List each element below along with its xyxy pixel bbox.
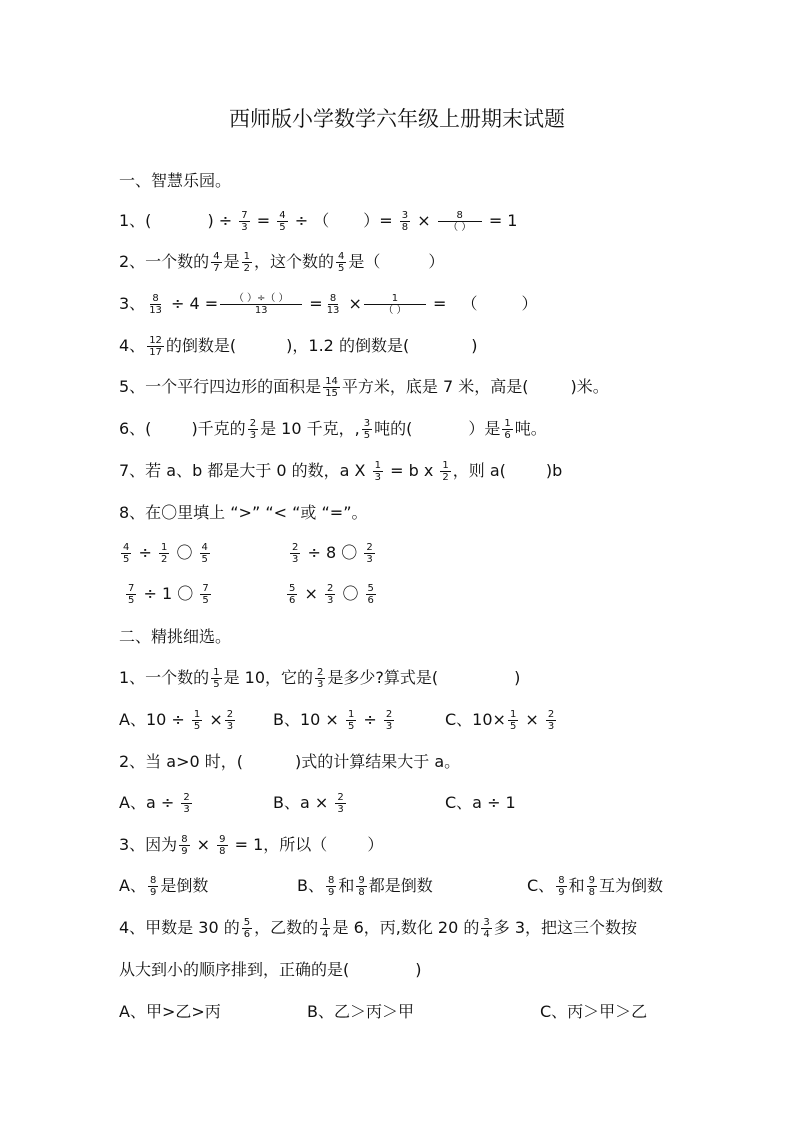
fraction: $\frac{1}{6}$ bbox=[504, 418, 511, 441]
option-2-4-a: A、甲>乙>丙 bbox=[119, 1002, 221, 1021]
fraction: $\frac{8}{13}$ bbox=[326, 293, 340, 316]
option-2-1-a: A、10 ÷ $\frac{1}{5}$ × $\frac{2}{3}$ bbox=[119, 709, 234, 732]
option-2-1-b: B、10 × $\frac{1}{5}$ ÷ $\frac{2}{3}$ bbox=[273, 709, 393, 732]
fraction: $\frac{12}{17}$ bbox=[149, 335, 162, 358]
compare-item-2: $\frac{2}{3}$ ÷ 8 〇 $\frac{2}{3}$ bbox=[292, 542, 373, 565]
fraction: $\frac{2}{3}$ bbox=[337, 792, 344, 815]
fraction: $\frac{7}{5}$ bbox=[128, 583, 135, 606]
fraction: $\frac{9}{8}$ bbox=[588, 875, 595, 898]
page-title: 西师版小学数学六年级上册期末试题 bbox=[229, 107, 565, 131]
question-1-7: 7、若 a、b 都是大于 0 的数，a X $\frac{1}{3}$ = b x $\frac{1}{2}$ ，则 a( )b bbox=[119, 460, 563, 483]
fraction: $\frac{2}{3}$ bbox=[547, 709, 555, 732]
fraction: $\frac{5}{6}$ bbox=[289, 583, 296, 606]
fraction: $\frac{9}{8}$ bbox=[358, 875, 365, 898]
fraction: $\frac{4}{7}$ bbox=[213, 251, 220, 274]
fraction: $\frac{5}{6}$ bbox=[367, 583, 374, 606]
fraction: $\frac{9}{8}$ bbox=[219, 834, 226, 857]
section-heading-2: 二、精挑细选。 bbox=[119, 627, 232, 646]
fraction: $\frac{1}{5}$ bbox=[193, 709, 201, 732]
question-2-3: 3、因为 $\frac{8}{9}$ × $\frac{9}{8}$ = 1，所以（ ） bbox=[119, 834, 384, 857]
fraction: $\frac{1}{5}$ bbox=[509, 709, 517, 732]
question-1-3: 3、 $\frac{8}{13}$ ÷ 4 = $\frac{( )\div( )}{13}$ = $\frac{8}{13}$ × $\frac{1}{( )}$ = （ ） bbox=[119, 293, 538, 316]
option-2-1-c: C、10× $\frac{1}{5}$ × $\frac{2}{3}$ bbox=[445, 709, 555, 732]
question-2-4-cont: 从大到小的顺序排到，正确的是( ) bbox=[119, 960, 422, 979]
fraction: $\frac{7}{3}$ bbox=[241, 210, 248, 233]
fraction: $\frac{2}{3}$ bbox=[317, 667, 324, 690]
option-2-2-a: A、a ÷ $\frac{2}{3}$ bbox=[119, 792, 190, 815]
fraction: $\frac{14}{15}$ bbox=[325, 376, 338, 399]
fraction: $\frac{1}{2}$ bbox=[243, 251, 250, 274]
fraction: $\frac{4}{5}$ bbox=[201, 542, 208, 565]
fraction: $\frac{2}{3}$ bbox=[183, 792, 190, 815]
fraction: $\frac{3}{5}$ bbox=[363, 418, 371, 441]
option-2-4-b: B、乙＞丙＞甲 bbox=[307, 1002, 414, 1021]
question-2-4: 4、甲数是 30 的 $\frac{5}{6}$ ，乙数的 $\frac{1}{4}$ 是 6，丙,数化 20 的 $\frac{3}{4}$ 多 3，把这三个数按 bbox=[119, 917, 638, 940]
fraction: $\frac{4}{5}$ bbox=[123, 542, 130, 565]
compare-item-4: $\frac{5}{6}$ × $\frac{2}{3}$ 〇 $\frac{5}{6}$ bbox=[289, 583, 374, 606]
option-2-3-c: C、 $\frac{8}{9}$ 和 $\frac{9}{8}$ 互为倒数 bbox=[527, 875, 663, 898]
question-2-2: 2、当 a>0 时，( )式的计算结果大于 a。 bbox=[119, 752, 461, 771]
fraction: $\frac{8}{9}$ bbox=[558, 875, 565, 898]
fraction: $\frac{3}{8}$ bbox=[401, 210, 409, 233]
option-2-2-b: B、a × $\frac{2}{3}$ bbox=[273, 792, 344, 815]
fraction: $\frac{( )\div( )}{13}$ bbox=[220, 293, 302, 316]
option-2-2-c: C、a ÷ 1 bbox=[445, 793, 516, 812]
fraction: $\frac{2}{3}$ bbox=[385, 709, 393, 732]
option-2-3-a: A、 $\frac{8}{9}$ 是倒数 bbox=[119, 875, 209, 898]
fraction: $\frac{8}{13}$ bbox=[149, 293, 162, 316]
fraction: $\frac{1}{5}$ bbox=[213, 667, 220, 690]
fraction: $\frac{8}{9}$ bbox=[149, 875, 157, 898]
fraction: $\frac{8}{9}$ bbox=[327, 875, 335, 898]
section-heading-1: 一、智慧乐园。 bbox=[119, 171, 232, 190]
question-1-4: 4、 $\frac{12}{17}$ 的倒数是( )，1.2 的倒数是( ) bbox=[119, 335, 478, 358]
fraction: $\frac{2}{3}$ bbox=[226, 709, 234, 732]
compare-item-3: $\frac{7}{5}$ ÷ 1 〇 $\frac{7}{5}$ bbox=[128, 583, 209, 606]
question-1-5: 5、一个平行四边形的面积是 $\frac{14}{15}$ 平方米，底是 7 米，高是( )米。 bbox=[119, 376, 609, 399]
question-2-1: 1、一个数的 $\frac{1}{5}$ 是 10，它的 $\frac{2}{3}$ 是多少?算式是( ) bbox=[119, 667, 521, 690]
fraction: $\frac{7}{5}$ bbox=[202, 583, 209, 606]
fraction: $\frac{2}{3}$ bbox=[366, 542, 373, 565]
fraction: $\frac{1}{( )}$ bbox=[364, 293, 426, 316]
fraction: $\frac{8}{9}$ bbox=[181, 834, 188, 857]
question-1-6: 6、( )千克的 $\frac{2}{3}$ 是 10 千克，, $\frac{3}{5}$ 吨的( ）是 $\frac{1}{6}$ 吨。 bbox=[119, 418, 547, 441]
fraction: $\frac{1}{2}$ bbox=[160, 542, 168, 565]
fraction: $\frac{1}{5}$ bbox=[347, 709, 355, 732]
fraction: $\frac{2}{3}$ bbox=[326, 583, 334, 606]
question-1-1: 1、( ) ÷ $\frac{7}{3}$ = $\frac{4}{5}$ ÷ （ ）= $\frac{3}{8}$ × $\frac{8}{( )}$ = 1 bbox=[119, 210, 518, 233]
fraction: $\frac{1}{3}$ bbox=[374, 460, 381, 483]
fraction: $\frac{1}{4}$ bbox=[322, 917, 329, 940]
compare-item-1: $\frac{4}{5}$ ÷ $\frac{1}{2}$ 〇 $\frac{4}{5}$ bbox=[123, 542, 208, 565]
question-1-2: 2、一个数的 $\frac{4}{7}$ 是 $\frac{1}{2}$ ，这个数的 $\frac{4}{5}$ 是（ ） bbox=[119, 251, 445, 274]
fraction: $\frac{5}{6}$ bbox=[243, 917, 251, 940]
fraction: $\frac{1}{2}$ bbox=[442, 460, 449, 483]
fraction: $\frac{3}{4}$ bbox=[483, 917, 490, 940]
option-2-4-c: C、丙＞甲＞乙 bbox=[540, 1002, 648, 1021]
fraction: $\frac{4}{5}$ bbox=[337, 251, 345, 274]
option-2-3-b: B、 $\frac{8}{9}$ 和 $\frac{9}{8}$ 都是倒数 bbox=[297, 875, 433, 898]
fraction: $\frac{4}{5}$ bbox=[279, 210, 286, 233]
fraction: $\frac{2}{3}$ bbox=[249, 418, 257, 441]
question-1-8: 8、在〇里填上 “>” “< “或 “=”。 bbox=[119, 503, 368, 522]
fraction: $\frac{8}{( )}$ bbox=[438, 210, 482, 233]
fraction: $\frac{2}{3}$ bbox=[292, 542, 299, 565]
